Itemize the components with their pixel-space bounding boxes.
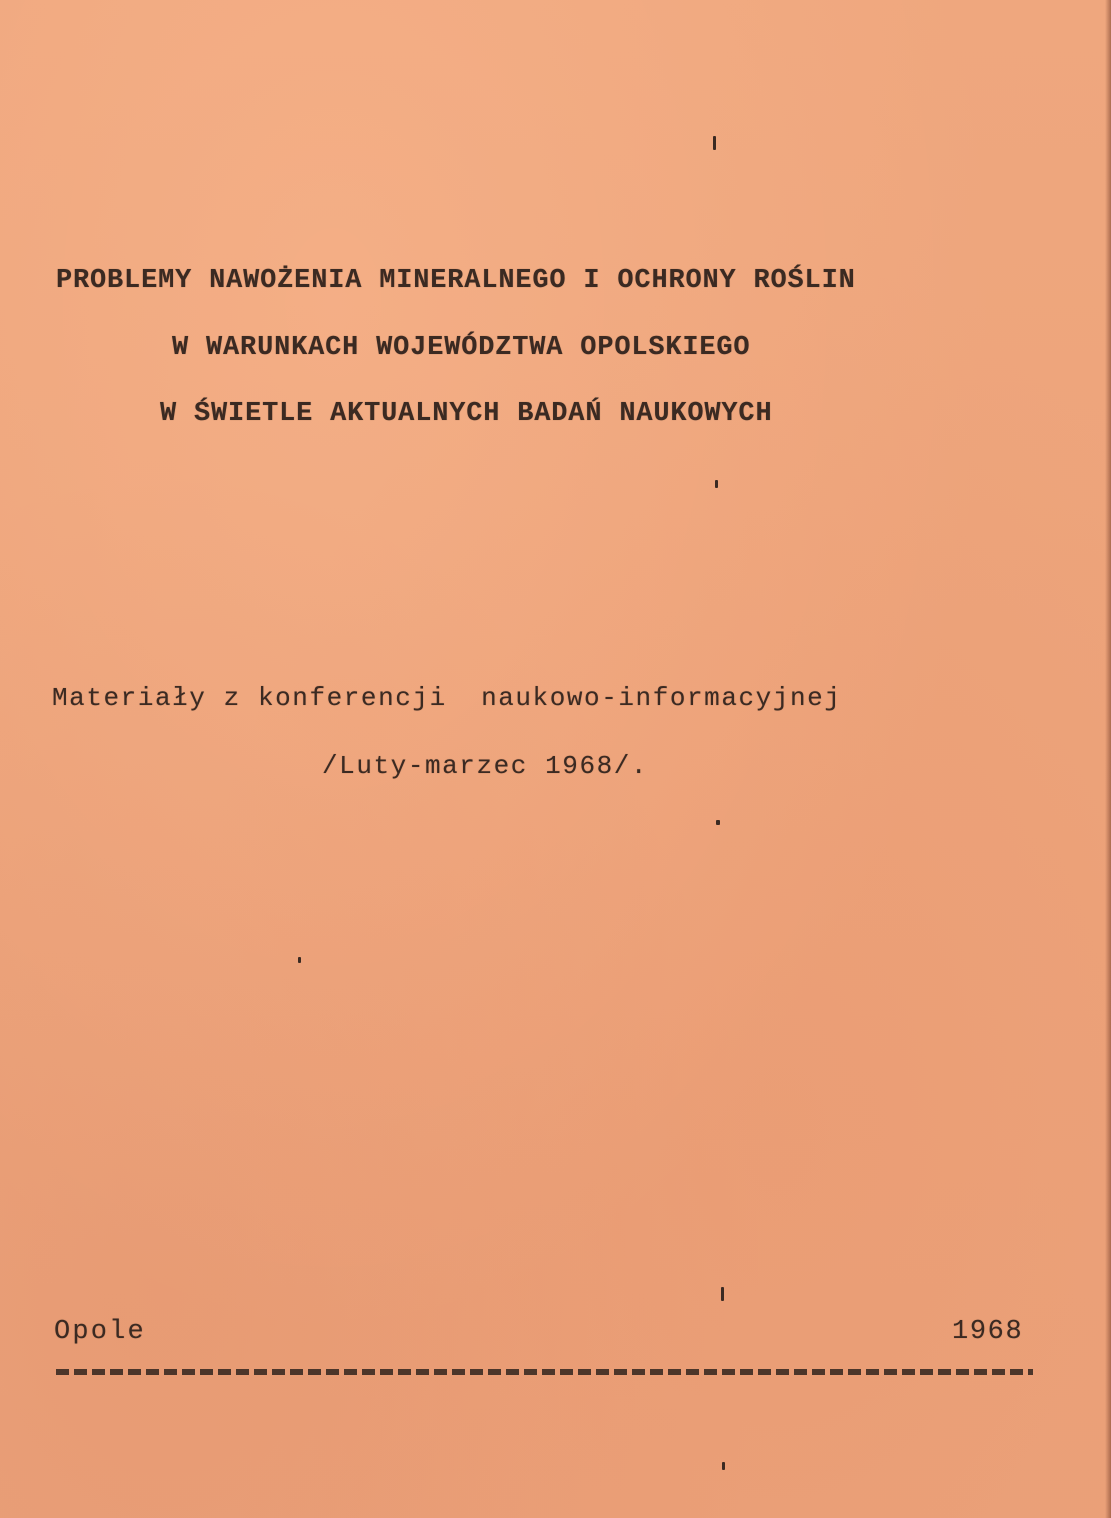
subtitle-line-1: Materiały z konferencji naukowo-informacyjnej	[52, 683, 842, 713]
title-line-2: W WARUNKACH WOJEWÓDZTWA OPOLSKIEGO	[172, 333, 751, 363]
page-edge-shadow	[1105, 0, 1111, 1518]
ink-speck	[298, 957, 301, 963]
ink-speck	[715, 480, 718, 488]
publication-year: 1968	[952, 1317, 1024, 1347]
dashed-rule	[56, 1369, 1033, 1375]
title-line-1: PROBLEMY NAWOŻENIA MINERALNEGO I OCHRONY ROŚLIN	[56, 266, 856, 296]
subtitle-line-2: /Luty-marzec 1968/.	[322, 751, 649, 781]
ink-speck	[722, 1462, 725, 1470]
ink-speck	[716, 820, 720, 825]
ink-speck	[713, 136, 716, 150]
ink-speck	[721, 1287, 724, 1301]
publication-place: Opole	[54, 1317, 146, 1347]
title-line-3: W ŚWIETLE AKTUALNYCH BADAŃ NAUKOWYCH	[160, 399, 773, 429]
